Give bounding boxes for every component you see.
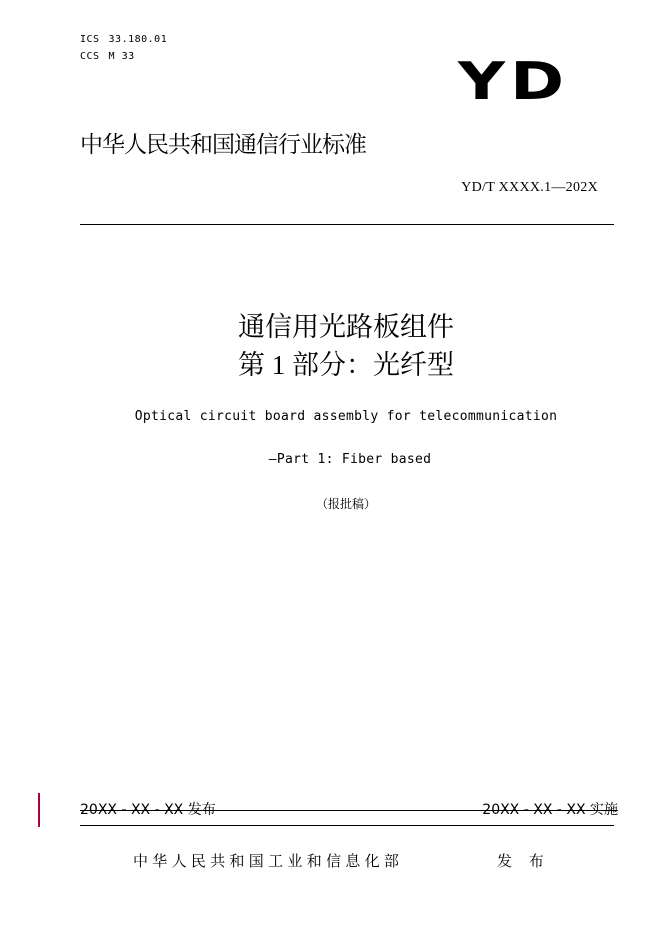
- title-english-line2: —Part 1: Fiber based: [268, 452, 432, 467]
- publish-label: 发 布: [497, 852, 550, 870]
- ccs-label: CCS: [80, 51, 100, 62]
- ccs-value: M 33: [108, 51, 135, 62]
- title-chinese-line2: 第 1 部分：光纤型: [238, 350, 454, 380]
- yd-logo: YD: [458, 52, 570, 112]
- ics-code: [80, 34, 167, 45]
- draft-status: （报批稿）: [315, 497, 376, 511]
- header-divider: [80, 224, 614, 225]
- footer-divider: [80, 825, 614, 826]
- issue-date: 20XX - XX - XX 发布: [80, 802, 216, 818]
- publisher-name: 中华人民共和国工业和信息化部: [133, 852, 404, 870]
- title-english-line1: Optical circuit board assembly for telecommunication: [134, 409, 558, 424]
- standard-number: YD/T XXXX.1—202X: [461, 180, 598, 195]
- ics-value: 33.180.01: [108, 34, 168, 45]
- title-chinese-line1: 通信用光路板组件: [238, 312, 454, 342]
- standard-category: 中华人民共和国通信行业标准: [80, 132, 366, 158]
- implementation-date: 20XX - XX - XX 实施: [482, 802, 618, 818]
- revision-margin-mark: [38, 793, 40, 827]
- ccs-code: [80, 51, 135, 62]
- date-strikethrough-line: [80, 810, 618, 811]
- ics-label: ICS: [80, 34, 100, 45]
